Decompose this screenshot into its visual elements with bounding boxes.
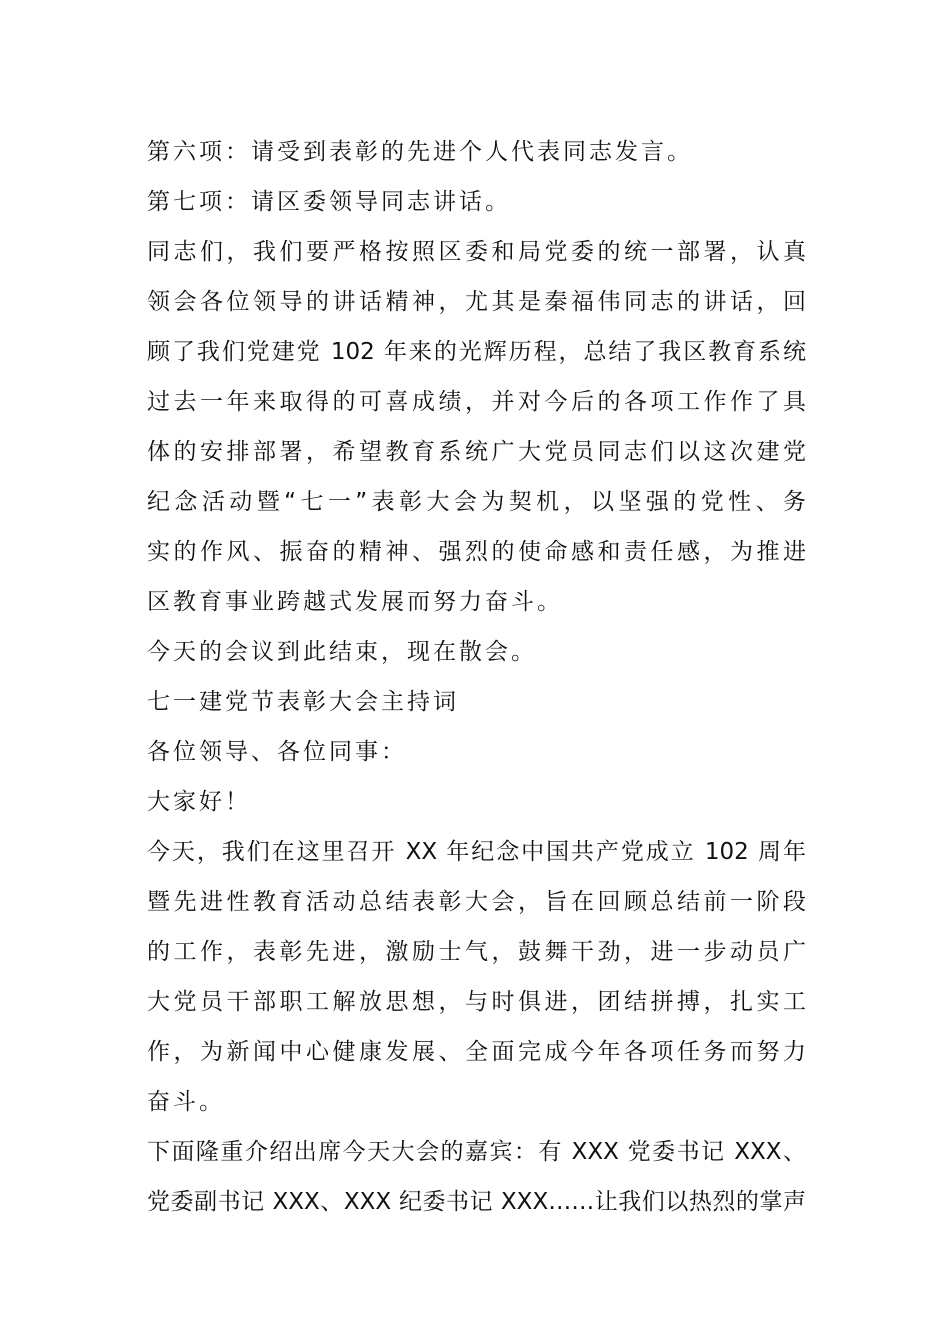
text-line: 暨先进性教育活动总结表彰大会，旨在回顾总结前一阶段: [147, 889, 806, 915]
text-line: 党委副书记 XXX、XXX 纪委书记 XXX……让我们以热烈的掌声: [147, 1189, 806, 1215]
text-line: 纪念活动暨“七一”表彰大会为契机，以坚强的党性、务: [147, 489, 806, 515]
text-line: 同志们，我们要严格按照区委和局党委的统一部署，认真: [147, 239, 806, 265]
text-line: 今天，我们在这里召开 XX 年纪念中国共产党成立 102 周年: [147, 839, 806, 865]
text-line: 第七项：请区委领导同志讲话。: [147, 189, 511, 215]
text-line: 实的作风、振奋的精神、强烈的使命感和责任感，为推进: [147, 539, 806, 565]
text-line: 第六项：请受到表彰的先进个人代表同志发言。: [147, 139, 693, 165]
text-line: 领会各位领导的讲话精神，尤其是秦福伟同志的讲话，回: [147, 289, 806, 315]
text-line: 大党员干部职工解放思想，与时俱进，团结拼搏，扎实工: [147, 989, 806, 1015]
text-line: 各位领导、各位同事：: [147, 739, 407, 765]
text-line: 下面隆重介绍出席今天大会的嘉宾：有 XXX 党委书记 XXX、: [147, 1139, 806, 1165]
text-line: 七一建党节表彰大会主持词: [147, 689, 459, 715]
text-line: 区教育事业跨越式发展而努力奋斗。: [147, 589, 563, 615]
text-line: 奋斗。: [147, 1089, 225, 1115]
text-line: 的工作，表彰先进，激励士气，鼓舞干劲，进一步动员广: [147, 939, 806, 965]
document-page: [147, 127, 806, 1227]
text-line: 体的安排部署，希望教育系统广大党员同志们以这次建党: [147, 439, 806, 465]
text-line: 今天的会议到此结束，现在散会。: [147, 639, 537, 665]
text-line: 作，为新闻中心健康发展、全面完成今年各项任务而努力: [147, 1039, 806, 1065]
text-line: 大家好！: [147, 789, 251, 815]
text-line: 顾了我们党建党 102 年来的光辉历程，总结了我区教育系统: [147, 339, 806, 365]
text-line: 过去一年来取得的可喜成绩，并对今后的各项工作作了具: [147, 389, 806, 415]
